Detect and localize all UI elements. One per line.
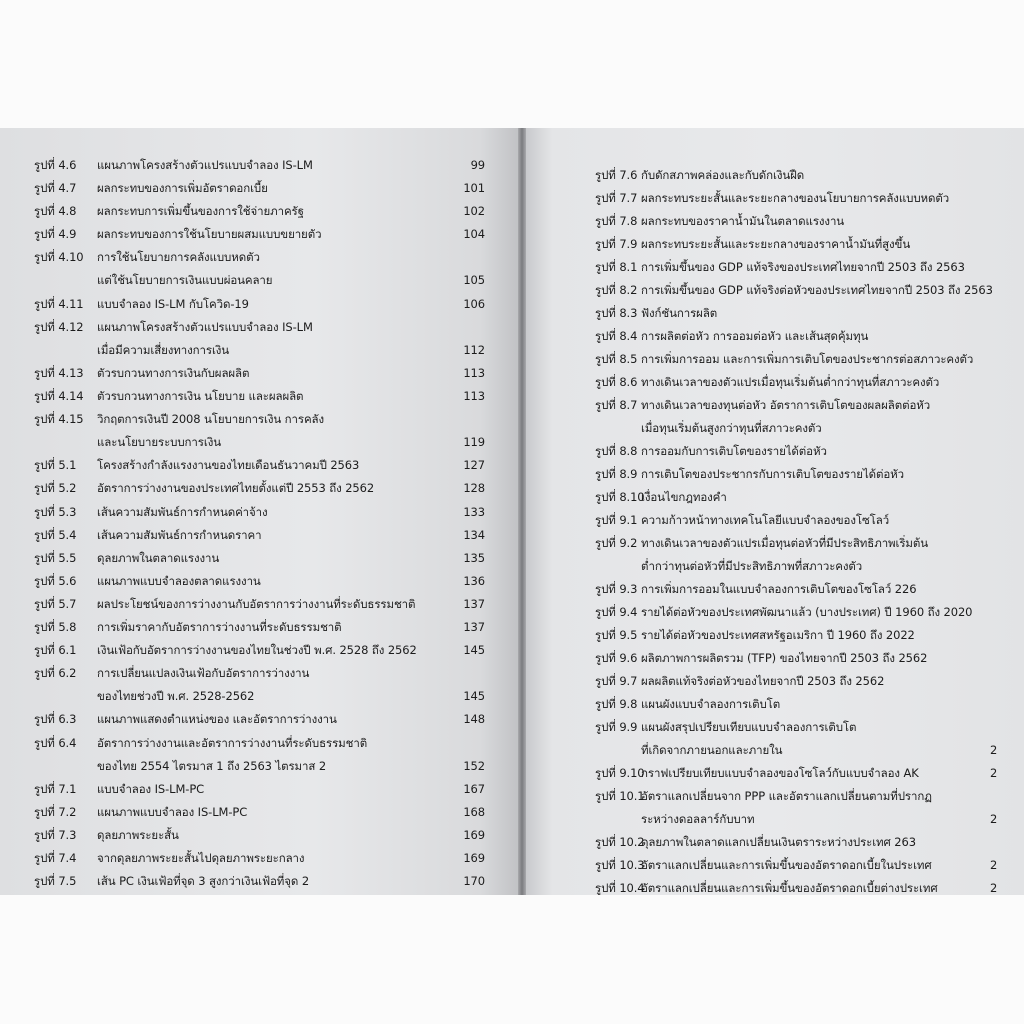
figure-title: ผลกระทบระยะสั้นและระยะกลางของนโยบายการคลังแบบหดตัว bbox=[641, 191, 950, 205]
page-number: 137 bbox=[463, 596, 485, 611]
figure-title-continued: และนโยบายระบบการเงิน bbox=[97, 435, 221, 450]
page-number: 134 bbox=[463, 527, 485, 542]
figure-title: รายได้ต่อหัวของประเทศพัฒนาแล้ว (บางประเทศ) ปี 1960 ถึง 2020 bbox=[641, 605, 973, 619]
figure-number: รูปที่ 6.3 bbox=[34, 712, 77, 727]
page-number: 135 bbox=[463, 550, 485, 565]
figure-title: การเพิ่มราคากับอัตราการว่างงานที่ระดับธรรมชาติ bbox=[97, 620, 342, 634]
page-number: 106 bbox=[463, 296, 485, 311]
figure-number: รูปที่ 5.6 bbox=[34, 573, 77, 588]
figure-title: อัตราแลกเปลี่ยนและการเพิ่มขึ้นของอัตราดอกเบี้ยต่างประเทศ bbox=[641, 881, 938, 895]
figure-title: ความก้าวหน้าทางเทคโนโลยีแบบจำลองของโซโลว์ bbox=[641, 513, 890, 527]
figure-title: ผลกระทบของราคาน้ำมันในตลาดแรงงาน bbox=[641, 214, 845, 228]
figure-title: เงื่อนไขกฎทองคำ bbox=[641, 490, 727, 504]
page-number: 145 bbox=[463, 643, 485, 658]
figure-number: รูปที่ 10.3 bbox=[595, 858, 645, 872]
page-number: 105 bbox=[463, 273, 485, 288]
figure-title: การเติบโตของประชากรกับการเติบโตของรายได้ต่อหัว bbox=[641, 467, 905, 481]
figure-number: รูปที่ 4.12 bbox=[34, 319, 84, 334]
background-bottom bbox=[0, 895, 1024, 1024]
figure-title: แบบจำลอง IS-LM-PC bbox=[97, 781, 205, 796]
figure-number: รูปที่ 4.10 bbox=[34, 250, 84, 265]
figure-title-continued: ระหว่างดอลลาร์กับบาท bbox=[641, 812, 755, 826]
figure-title: เส้นความสัมพันธ์การกำหนดค่าจ้าง bbox=[97, 504, 268, 519]
figure-title: ผลผลิตแท้จริงต่อหัวของไทยจากปี 2503 ถึง 2562 bbox=[641, 674, 885, 688]
figure-title: อัตราการว่างงานของประเทศไทยตั้งแต่ปี 2553 ถึง 2562 bbox=[97, 481, 375, 496]
figure-title: แผนผังสรุปเปรียบเทียบแบบจำลองการเติบโต bbox=[641, 720, 857, 734]
page-number: 169 bbox=[463, 827, 485, 842]
figure-number: รูปที่ 4.13 bbox=[34, 365, 84, 380]
figure-title: เส้น PC เงินเฟ้อที่จุด 3 สูงกว่าเงินเฟ้อที่จุด 2 bbox=[97, 874, 310, 889]
page-number: 137 bbox=[463, 620, 485, 634]
figure-number: รูปที่ 5.4 bbox=[34, 527, 77, 542]
figure-title: การเพิ่มการออม และการเพิ่มการเติบโตของประชากรต่อสภาวะคงตัว bbox=[641, 352, 974, 366]
figure-number: รูปที่ 8.6 bbox=[595, 375, 638, 389]
figure-number: รูปที่ 9.8 bbox=[595, 697, 638, 711]
figure-number: รูปที่ 7.5 bbox=[34, 874, 77, 889]
figure-title: จากดุลยภาพระยะสั้นไปดุลยภาพระยะกลาง bbox=[97, 851, 305, 865]
figure-title: กับดักสภาพคล่องและกับดักเงินฝืด bbox=[641, 168, 805, 182]
figure-number: รูปที่ 8.2 bbox=[595, 283, 638, 297]
figure-number: รูปที่ 4.7 bbox=[34, 181, 77, 196]
figure-title-continued: แต่ใช้นโยบายการเงินแบบผ่อนคลาย bbox=[97, 273, 273, 288]
figure-number: รูปที่ 7.1 bbox=[34, 781, 77, 796]
figure-title: ดุลยภาพระยะสั้น bbox=[97, 827, 179, 842]
figure-title: เส้นความสัมพันธ์การกำหนดราคา bbox=[97, 527, 262, 542]
figure-title: แผนภาพแบบจำลอง IS-LM-PC bbox=[97, 804, 248, 819]
figure-title: ตัวรบกวนทางการเงิน นโยบาย และผลผลิต bbox=[97, 389, 304, 403]
page-number: 145 bbox=[463, 689, 485, 704]
figure-title: การเพิ่มขึ้นของ GDP แท้จริงของประเทศไทยจากปี 2503 ถึง 2563 bbox=[641, 260, 965, 274]
figure-title: วิกฤตการเงินปี 2008 นโยบายการเงิน การคลัง bbox=[97, 412, 325, 427]
figure-number: รูปที่ 10.4 bbox=[595, 881, 645, 895]
figure-number: รูปที่ 7.4 bbox=[34, 851, 77, 865]
figure-title: เงินเฟ้อกับอัตราการว่างงานของไทยในช่วงปี พ.ศ. 2528 ถึง 2562 bbox=[97, 643, 417, 658]
page-number: 128 bbox=[463, 481, 485, 496]
figure-title-continued: ที่เกิดจากภายนอกและภายใน bbox=[641, 743, 783, 757]
page-number: 102 bbox=[463, 204, 485, 219]
page-number: 127 bbox=[463, 458, 485, 473]
figure-number: รูปที่ 4.6 bbox=[34, 158, 77, 172]
figure-number: รูปที่ 8.3 bbox=[595, 306, 638, 320]
figure-number: รูปที่ 5.2 bbox=[34, 481, 77, 496]
page-number: 136 bbox=[463, 573, 485, 588]
figure-number: รูปที่ 9.3 bbox=[595, 582, 638, 596]
figure-number: รูปที่ 6.1 bbox=[34, 643, 77, 658]
figure-number: รูปที่ 5.8 bbox=[34, 620, 77, 634]
figure-number: รูปที่ 4.9 bbox=[34, 227, 77, 242]
figure-number: รูปที่ 7.3 bbox=[34, 827, 77, 842]
page-number: 152 bbox=[463, 758, 485, 773]
figure-number: รูปที่ 6.4 bbox=[34, 735, 77, 750]
figure-number: รูปที่ 8.1 bbox=[595, 260, 638, 274]
figure-number: รูปที่ 9.1 bbox=[595, 513, 638, 527]
figure-title: ทางเดินเวลาของตัวแปรเมื่อทุนเริ่มต้นต่ำกว่าทุนที่สภาวะคงตัว bbox=[641, 375, 940, 389]
figure-title: ผลกระทบการเพิ่มขึ้นของการใช้จ่ายภาครัฐ bbox=[97, 204, 304, 219]
figure-number: รูปที่ 5.1 bbox=[34, 458, 77, 473]
figure-title: อัตราแลกเปลี่ยนและการเพิ่มขึ้นของอัตราดอกเบี้ยในประเทศ bbox=[641, 858, 932, 872]
figure-title: ทางเดินเวลาของตัวแปรเมื่อทุนต่อหัวที่มีประสิทธิภาพเริ่มต้น bbox=[641, 536, 929, 550]
figure-number: รูปที่ 9.7 bbox=[595, 674, 638, 688]
figure-number: รูปที่ 4.14 bbox=[34, 389, 84, 403]
page-number: 104 bbox=[463, 227, 485, 242]
figure-title: แบบจำลอง IS-LM กับโควิด-19 bbox=[97, 296, 249, 311]
page-number: 101 bbox=[463, 181, 485, 196]
page-number: 133 bbox=[463, 504, 485, 519]
figure-title: ผลกระทบของการเพิ่มอัตราดอกเบี้ย bbox=[97, 181, 268, 196]
page-number: 2 bbox=[990, 812, 998, 826]
figure-number: รูปที่ 4.15 bbox=[34, 412, 84, 427]
page-number: 169 bbox=[463, 851, 485, 865]
figure-number: รูปที่ 8.4 bbox=[595, 329, 638, 343]
figure-title: การออมกับการเติบโตของรายได้ต่อหัว bbox=[641, 444, 827, 458]
figure-title: แผนภาพแบบจำลองตลาดแรงงาน bbox=[97, 573, 261, 588]
figure-title-continued: ของไทยช่วงปี พ.ศ. 2528-2562 bbox=[97, 689, 255, 704]
figure-number: รูปที่ 7.2 bbox=[34, 804, 77, 819]
page-number: 168 bbox=[463, 804, 485, 819]
figure-title: แผนภาพโครงสร้างตัวแปรแบบจำลอง IS-LM bbox=[97, 158, 313, 172]
page-number: 119 bbox=[463, 435, 485, 450]
figure-title: ผลประโยชน์ของการว่างงานกับอัตราการว่างงานที่ระดับธรรมชาติ bbox=[97, 596, 416, 611]
figure-number: รูปที่ 5.3 bbox=[34, 504, 77, 519]
figure-title: การเปลี่ยนแปลงเงินเฟ้อกับอัตราการว่างงาน bbox=[97, 666, 310, 681]
page-number: 2 bbox=[990, 743, 998, 757]
figure-number: รูปที่ 5.7 bbox=[34, 596, 77, 611]
page-number: 99 bbox=[470, 158, 485, 172]
figure-title-continued: เมื่อมีความเสี่ยงทางการเงิน bbox=[97, 342, 230, 357]
figure-number: รูปที่ 7.6 bbox=[595, 168, 638, 182]
figure-number: รูปที่ 9.9 bbox=[595, 720, 638, 734]
figure-number: รูปที่ 6.2 bbox=[34, 666, 77, 681]
figure-title: แผนผังแบบจำลองการเติบโต bbox=[641, 697, 781, 711]
figure-number: รูปที่ 10.1 bbox=[595, 789, 645, 803]
figure-title: อัตราแลกเปลี่ยนจาก PPP และอัตราแลกเปลี่ยนตามที่ปรากฏ bbox=[641, 789, 932, 803]
figure-title: การเพิ่มการออมในแบบจำลองการเติบโตของโซโลว์ 226 bbox=[641, 582, 917, 596]
figure-title: การใช้นโยบายการคลังแบบหดตัว bbox=[97, 250, 260, 265]
page-number: 2 bbox=[990, 881, 998, 895]
figure-number: รูปที่ 9.10 bbox=[595, 766, 645, 780]
figure-title: ตัวรบกวนทางการเงินกับผลผลิต bbox=[97, 365, 250, 380]
figure-title: แผนภาพโครงสร้างตัวแปรแบบจำลอง IS-LM bbox=[97, 319, 313, 334]
page-number: 112 bbox=[463, 342, 485, 357]
figure-number: รูปที่ 4.8 bbox=[34, 204, 77, 219]
page-number: 170 bbox=[463, 874, 485, 889]
figure-title: ผลกระทบของการใช้นโยบายผสมแบบขยายตัว bbox=[97, 227, 322, 242]
figure-number: รูปที่ 9.6 bbox=[595, 651, 638, 665]
figure-number: รูปที่ 8.5 bbox=[595, 352, 638, 366]
figure-title-continued: ของไทย 2554 ไตรมาส 1 ถึง 2563 ไตรมาส 2 bbox=[97, 758, 327, 773]
figure-number: รูปที่ 4.11 bbox=[34, 296, 84, 311]
figure-title: รายได้ต่อหัวของประเทศสหรัฐอเมริกา ปี 1960 ถึง 2022 bbox=[641, 628, 915, 642]
page-number: 113 bbox=[463, 365, 485, 380]
figure-title: อัตราการว่างงานและอัตราการว่างงานที่ระดับธรรมชาติ bbox=[97, 735, 368, 750]
figure-title-continued: ต่ำกว่าทุนต่อหัวที่มีประสิทธิภาพที่สภาวะคงตัว bbox=[641, 559, 863, 573]
figure-number: รูปที่ 9.4 bbox=[595, 605, 638, 619]
figure-number: รูปที่ 9.2 bbox=[595, 536, 638, 550]
figure-number: รูปที่ 5.5 bbox=[34, 550, 77, 565]
figure-number: รูปที่ 9.5 bbox=[595, 628, 638, 642]
figure-number: รูปที่ 8.9 bbox=[595, 467, 638, 481]
open-book bbox=[0, 128, 1024, 895]
page-number: 2 bbox=[990, 766, 998, 780]
figure-title: ดุลยภาพในตลาดแรงงาน bbox=[97, 550, 220, 565]
background-top bbox=[0, 0, 1024, 128]
figure-title: ผลิตภาพการผลิตรวม (TFP) ของไทยจากปี 2503 ถึง 2562 bbox=[641, 651, 928, 665]
figure-title: กราฟเปรียบเทียบแบบจำลองของโซโลว์กับแบบจำลอง AK bbox=[641, 766, 919, 780]
figure-title-continued: เมื่อทุนเริ่มต้นสูงกว่าทุนที่สภาวะคงตัว bbox=[641, 421, 822, 435]
figure-number: รูปที่ 8.8 bbox=[595, 444, 638, 458]
book-spine bbox=[518, 128, 526, 895]
figure-number: รูปที่ 10.2 bbox=[595, 835, 645, 849]
figure-number: รูปที่ 8.10 bbox=[595, 490, 645, 504]
figure-title: ทางเดินเวลาของทุนต่อหัว อัตราการเติบโตของผลผลิตต่อหัว bbox=[641, 398, 931, 412]
page-number: 2 bbox=[990, 858, 998, 872]
page-number: 167 bbox=[463, 781, 485, 796]
figure-title: การผลิตต่อหัว การออมต่อหัว และเส้นสุดคุ้มทุน bbox=[641, 329, 869, 343]
figure-title: โครงสร้างกำลังแรงงานของไทยเดือนธันวาคมปี 2563 bbox=[97, 458, 360, 473]
figure-title: ดุลยภาพในตลาดแลกเปลี่ยนเงินตราระหว่างประเทศ 263 bbox=[641, 835, 916, 849]
figure-title: ฟังก์ชันการผลิต bbox=[641, 306, 718, 320]
page-number: 148 bbox=[463, 712, 485, 727]
page-number: 113 bbox=[463, 389, 485, 403]
figure-title: การเพิ่มขึ้นของ GDP แท้จริงต่อหัวของประเทศไทยจากปี 2503 ถึง 2563 bbox=[641, 283, 993, 297]
figure-number: รูปที่ 7.9 bbox=[595, 237, 638, 251]
figure-title: แผนภาพแสดงตำแหน่งของ และอัตราการว่างงาน bbox=[97, 712, 337, 727]
figure-number: รูปที่ 8.7 bbox=[595, 398, 638, 412]
figure-title: ผลกระทบระยะสั้นและระยะกลางของราคาน้ำมันที่สูงขึ้น bbox=[641, 237, 911, 251]
figure-number: รูปที่ 7.7 bbox=[595, 191, 638, 205]
figure-number: รูปที่ 7.8 bbox=[595, 214, 638, 228]
